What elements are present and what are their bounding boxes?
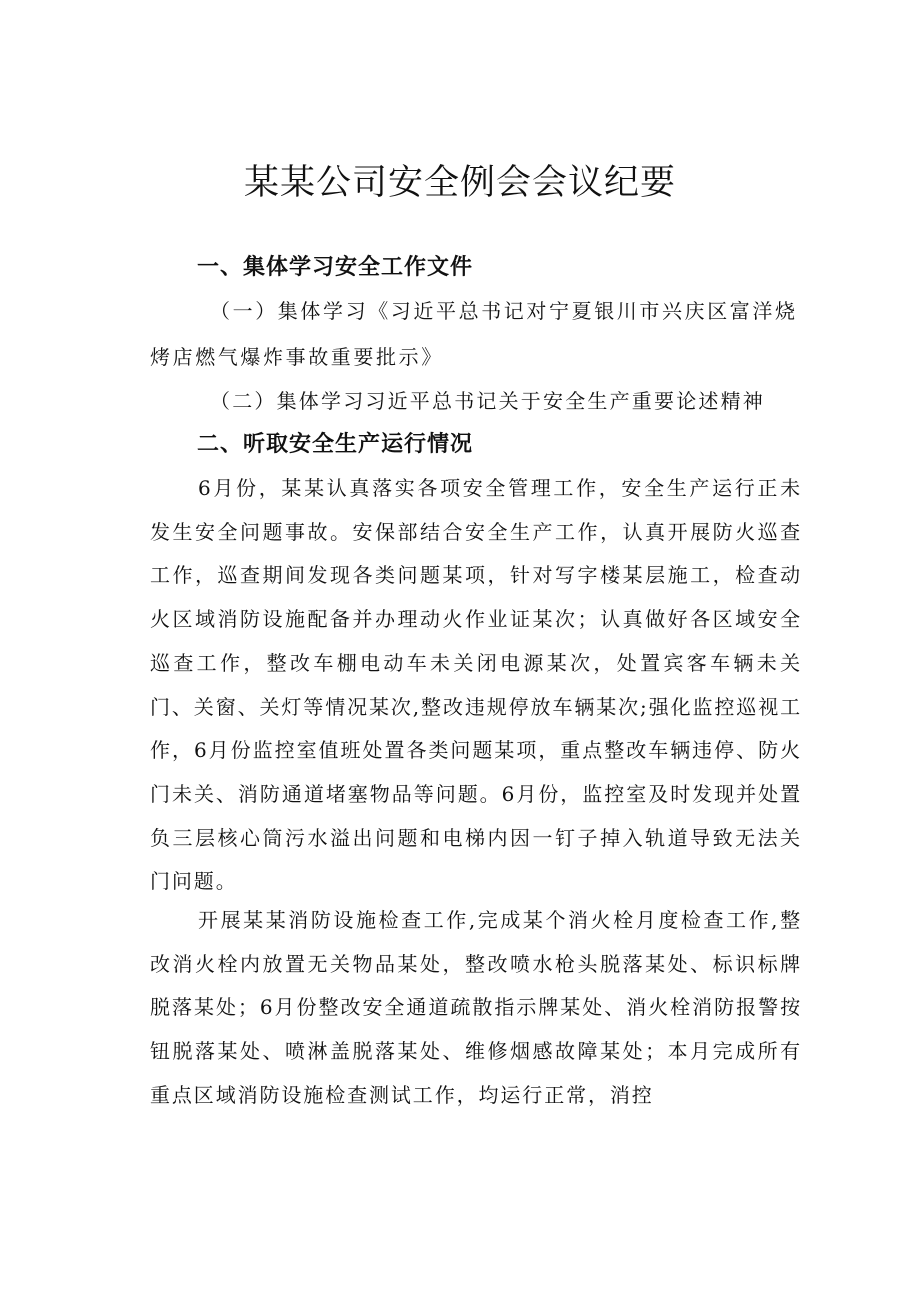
study-item-2: （二）集体学习习近平总书记关于安全生产重要论述精神 <box>210 389 765 413</box>
study-item-1: （一）集体学习《习近平总书记对宁夏银川市兴庆区富洋烧烤店燃气爆炸事故重要批示》 <box>150 299 798 369</box>
section-heading-operations: 二、听取安全生产运行情况 <box>197 432 474 457</box>
operations-paragraph-2: 开展某某消防设施检查工作,完成某个消火栓月度检查工作,整改消火栓内放置无关物品某处，整改喷水枪头脱落某处、标识标牌脱落某处；6月份整改安全通道疏散指示牌某处、消火栓消防报警按钮脱落某处、喷淋盖脱落某处、维修烟感故障某处；本月完成所有重点区域消防设施检查测试工作，均运行正常，消控 <box>150 908 802 1107</box>
operations-paragraph-1: 6月份，某某认真落实各项安全管理工作，安全生产运行正未发生安全问题事故。安保部结合安全生产工作，认真开展防火巡查工作，巡查期间发现各类问题某项，针对写字楼某层施工，检查动火区域消防设施配备并办理动火作业证某次；认真做好各区域安全巡查工作，整改车棚电动车未关闭电源某次，处置宾客车辆未关门、关窗、关灯等情况某次,整改违规停放车辆某次;强化监控巡视工作，6月份监控室值班处置各类问题某项，重点整改车辆违停、防火门未关、消防通道堵塞物品等问题。6月份，监控室及时发现并处置负三层核心筒污水溢出问题和电梯内因一钉子掉入轨道导致无法关门问题。 <box>150 476 802 894</box>
section-heading-study: 一、集体学习安全工作文件 <box>197 255 474 280</box>
document-title: 某某公司安全例会会议纪要 <box>243 163 676 203</box>
